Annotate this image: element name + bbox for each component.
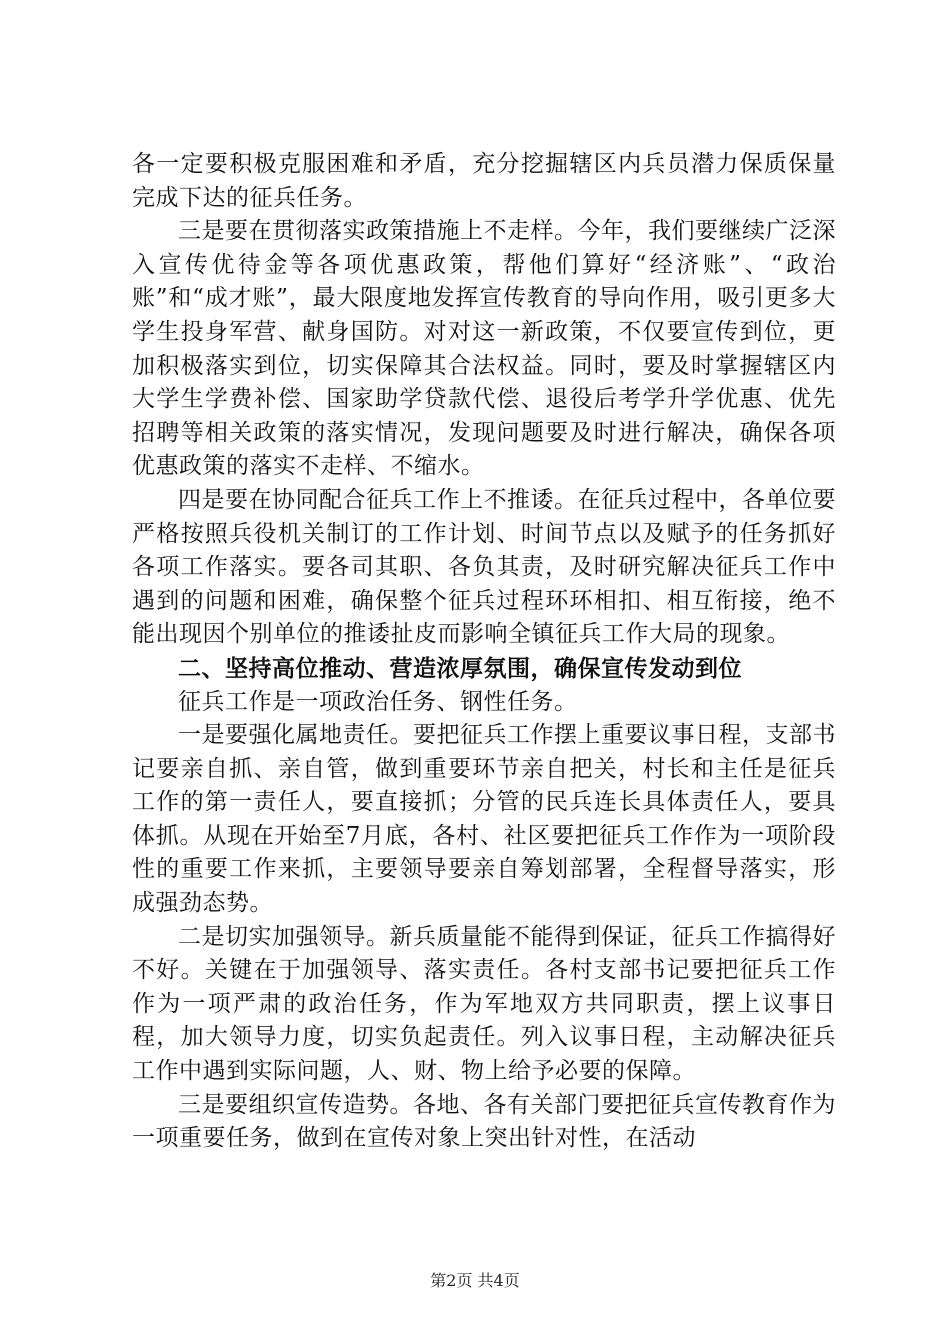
paragraph-publicity: 三是要组织宣传造势。各地、各有关部门要把征兵宣传教育作为一项重要任务，做到在宣传对象上突出针对性，在活动 <box>132 1091 836 1152</box>
document-body <box>132 148 836 1156</box>
paragraph-responsibility: 一是要强化属地责任。要把征兵工作摆上重要议事日程，支部书记要亲自抓、亲自管，做到重要环节亲自把关，村长和主任是征兵工作的第一责任人，要直接抓；分管的民兵连长具体责任人，要具体抓。从现在开始至7月底，各村、社区要把征兵工作作为一项阶段性的重要工作来抓，主要领导要亲自筹划部署，全程督导落实，形成强劲态势。 <box>132 722 836 917</box>
paragraph-cooperation: 四是要在协同配合征兵工作上不推诿。在征兵过程中，各单位要严格按照兵役机关制订的工作计划、时间节点以及赋予的任务抓好各项工作落实。要各司其职、各负其责，及时研究解决征兵工作中遇到的问题和困难，确保整个征兵过程环环相扣、相互衔接，绝不能出现因个别单位的推诿扯皮而影响全镇征兵工作大局的现象。 <box>132 486 836 648</box>
paragraph-policy: 三是要在贯彻落实政策措施上不走样。今年，我们要继续广泛深入宣传优待金等各项优惠政策，帮他们算好“经济账”、“政治账”和“成才账”，最大限度地发挥宣传教育的导向作用，吸引更多大学生投身军营、献身国防。对对这一新政策，不仅要宣传到位，更加积极落实到位，切实保障其合法权益。同时，要及时掌握辖区内大学生学费补偿、国家助学贷款代偿、退役后考学升学优惠、优先招聘等相关政策的落实情况，发现问题要及时进行解决，确保各项优惠政策的落实不走样、不缩水。 <box>132 218 836 480</box>
paragraph-leadership: 二是切实加强领导。新兵质量能不能得到保证，征兵工作搞得好不好。关键在于加强领导、落实责任。各村支部书记要把征兵工作作为一项严肃的政治任务，作为军地双方共同职责，摆上议事日程，加大领导力度，切实负起责任。列入议事日程，主动解决征兵工作中遇到实际问题，人、财、物上给予必要的保障。 <box>132 923 836 1085</box>
paragraph-continuation: 各一定要积极克服困难和矛盾，充分挖掘辖区内兵员潜力保质保量完成下达的征兵任务。 <box>132 151 836 211</box>
section-heading: 二、坚持高位推动、营造浓厚氛围，确保宣传发动到位 <box>178 654 742 682</box>
paragraph-intro: 征兵工作是一项政治任务、钢性任务。 <box>178 688 578 715</box>
page-number-footer: 第2页 共4页 <box>430 1271 520 1290</box>
